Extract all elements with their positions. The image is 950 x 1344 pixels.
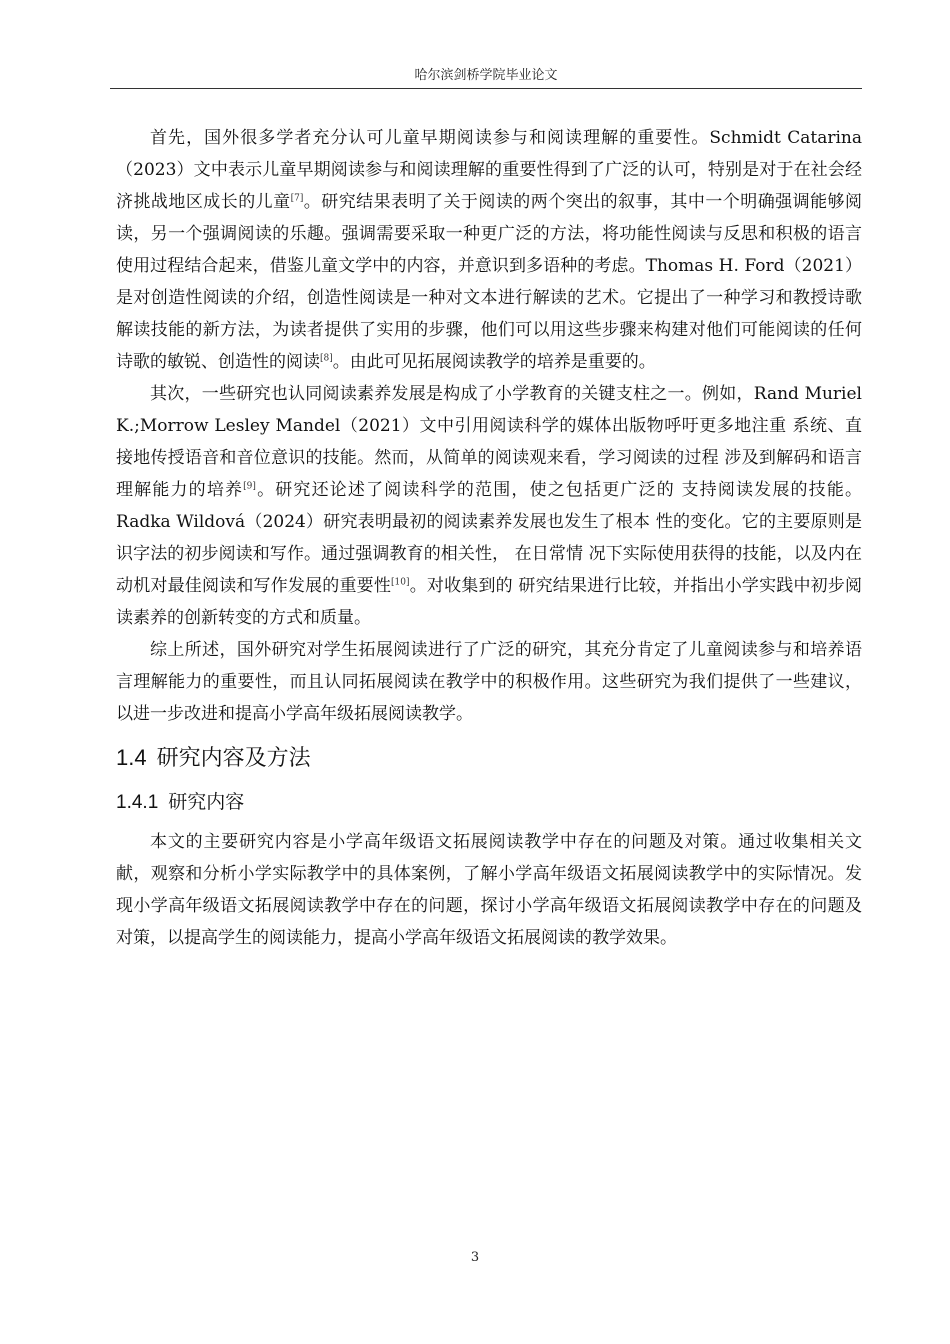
paragraph-text: 。研究还论述了阅读科学的范围，使之包括更广泛的 支持阅读发展的技能。Radka Wildová（2024）研究表明最初的阅读素养发展也发生了根本 性的变化。它的主要原则是识字法的初步阅读和写作。通过强调教育的相关性， 在日常情 况下实际使用获得的技能，以及内在动机对最佳阅读和写作发展的重要性 [116,480,862,596]
page-header: 哈尔滨剑桥学院毕业论文 [414,68,558,83]
section-number: 1.4 [116,745,147,770]
citation-ref: [9] [243,481,256,492]
section-title: 研究内容及方法 [156,745,311,770]
paragraph-text: 。对收集到的 研究结果进行比较，并指出小学实践中初步阅读素养的创新转变的方式和质量。 [116,576,863,628]
paragraph-summary: 综上所述，国外研究对学生拓展阅读进行了广泛的研究，其充分肯定了儿童阅读参与和培养语言理解能力的重要性，而且认同拓展阅读在教学中的积极作用。这些研究为我们提供了一些建议，以进一步改进和提高小学高年级拓展阅读教学。 [116,640,862,724]
paragraph-text: 其次，一些研究也认同阅读素养发展是构成了小学教育的关键支柱之一。例如，Rand Muriel K.;Morrow Lesley Mandel（2021）文中引用阅读科学的媒体出版物呼吁更多地注重 系统、直接地传授语音和音位意识的技能。然而，从简单的阅读观来看，学习阅读的过程 涉及到解码和语言理解能力的培养 [116,384,862,500]
paragraph-text: 首先，国外很多学者充分认可儿童早期阅读参与和阅读理解的重要性。Schmidt Catarina（2023）文中表示儿童早期阅读参与和阅读理解的重要性得到了广泛的认可，特别是对于在社会经济挑战地区成长的儿童 [116,128,862,212]
header-divider [110,88,862,89]
subsection-number: 1.4.1 [116,792,159,813]
section-heading [116,738,862,778]
paragraph-text: 。研究结果表明了关于阅读的两个突出的叙事，其中一个明确强调能够阅读，另一个强调阅读的乐趣。强调需要采取一种更广泛的方法，将功能性阅读与反思和积极的语言使用过程结合起来，借鉴儿童文学中的内容，并意识到多语种的考虑。Thomas H. Ford（2021）是对创造性阅读的介绍，创造性阅读是一种对文本进行解读的艺术。它提出了一种学习和教授诗歌解读技能的新方法，为读者提供了实用的步骤，他们可以用这些步骤来构建对他们可能阅读的任何诗歌的敏锐、创造性的阅读 [116,192,863,372]
page-number: 3 [470,1250,480,1265]
paragraph-text: 。由此可见拓展阅读教学的培养是重要的。 [332,352,656,372]
citation-ref: [8] [320,353,333,364]
citation-ref: [7] [290,193,304,204]
subsection-title: 研究内容 [168,792,245,813]
paragraph-foreign-research-2 [116,378,862,634]
paragraph-foreign-research-1 [116,122,862,378]
document-body [116,122,862,954]
citation-ref: [10] [391,577,410,588]
paragraph-research-content: 本文的主要研究内容是小学高年级语文拓展阅读教学中存在的问题及对策。通过收集相关文献，观察和分析小学实际教学中的具体案例，了解小学高年级语文拓展阅读教学中的实际情况。发现小学高年级语文拓展阅读教学中存在的问题，探讨小学高年级语文拓展阅读教学中存在的问题及对策，以提高学生的阅读能力，提高小学高年级语文拓展阅读的教学效果。 [116,832,862,948]
subsection-heading [116,784,862,822]
